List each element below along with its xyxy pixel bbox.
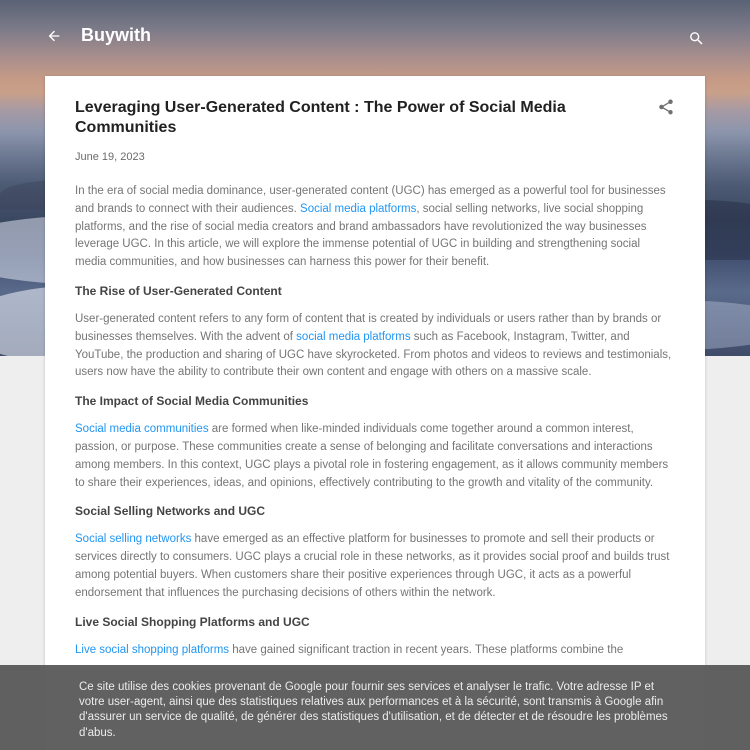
social-selling-networks-link[interactable]: Social selling networks bbox=[75, 533, 192, 546]
section-heading: Live Social Shopping Platforms and UGC bbox=[75, 614, 310, 629]
paragraph-text: In the era of social media dominance, user-generated content (UGC) has emerged as a powerful tool for businesses and brands to connect with their audiences. bbox=[75, 185, 666, 215]
paragraph bbox=[75, 183, 673, 272]
paragraph bbox=[75, 421, 673, 492]
social-media-platforms-link[interactable]: social media platforms bbox=[296, 330, 411, 343]
blog-title[interactable]: Buywith bbox=[81, 25, 151, 45]
paragraph-text: are formed when like-minded individuals come together around a common interest, passion, or purpose. These communities create a sense of belonging and facilitate conversations and interactions among members. In this context, UGC plays a pivotal role in fostering engagement, as it allows community members to share their experiences, ideas, and opinions, effectively contributing to the growth and vitality of the community. bbox=[75, 423, 669, 489]
paragraph-text: User-generated content refers to any form of content that is created by individuals or users rather than by brands or businesses themselves. With the advent of bbox=[75, 312, 662, 343]
paragraph-text: , social selling networks, live social shopping platforms, and the rise of social media creators and brand ambassadors have revolutionized the way businesses leverage UGC. In this article, we will explore the immense potential of UGC in building and strengthening social media communities, and how businesses can harness this power for their benefit. bbox=[75, 202, 647, 269]
share-button[interactable] bbox=[657, 98, 677, 118]
live-social-shopping-platforms-link[interactable]: Live social shopping platforms bbox=[75, 643, 230, 656]
share-icon bbox=[657, 98, 675, 116]
top-bar bbox=[0, 0, 750, 72]
cookie-notice-text: Ce site utilise des cookies provenant de Google pour fournir ses services et analyser le trafic. Votre adresse IP et votre user-agent, ainsi que des statistiques relatives aux performances et à la sécurité, sont transmis à Google afin d'assurer un service de qualité, de générer des statistiques d'utilisation, et de détecter et de résoudre les problèmes d'abus. bbox=[79, 681, 668, 739]
paragraph bbox=[75, 642, 673, 660]
paragraph-text: have emerged as an effective platform for businesses to promote and sell their products or services directly to consumers. UGC plays a crucial role in these networks, as it provides social proof and builds trust among potential buyers. When customers share their positive experiences through UGC, it acts as a powerful endorsement that influences the purchasing decisions of others within the network. bbox=[75, 533, 670, 599]
search-icon bbox=[688, 30, 705, 47]
post-card bbox=[45, 76, 705, 750]
section-heading: Social Selling Networks and UGC bbox=[75, 504, 266, 519]
post-title: Leveraging User-Generated Content : The Power of Social Media Communities bbox=[75, 99, 566, 136]
paragraph bbox=[75, 531, 673, 602]
social-media-communities-link[interactable]: Social media communities bbox=[75, 423, 209, 436]
paragraph bbox=[75, 311, 673, 382]
paragraph-text: such as Facebook, Instagram, Twitter, and YouTube, the production and sharing of UGC have skyrocketed. From photos and videos to reviews and testimonials, users now have the ability to contribute their own content and engage with others on a massive scale. bbox=[75, 330, 672, 379]
section-heading: The Impact of Social Media Communities bbox=[75, 394, 309, 409]
cookie-notice-banner bbox=[0, 665, 750, 750]
post-body bbox=[75, 183, 673, 670]
back-button[interactable] bbox=[40, 22, 68, 50]
search-button[interactable] bbox=[684, 26, 708, 50]
arrow-back-icon bbox=[46, 28, 62, 44]
section-heading: The Rise of User-Generated Content bbox=[75, 283, 282, 298]
paragraph-text: have gained significant traction in recent years. These platforms combine the bbox=[229, 643, 624, 656]
post-date: June 19, 2023 bbox=[75, 151, 145, 163]
social-media-platforms-link[interactable]: Social media platforms bbox=[300, 202, 417, 215]
